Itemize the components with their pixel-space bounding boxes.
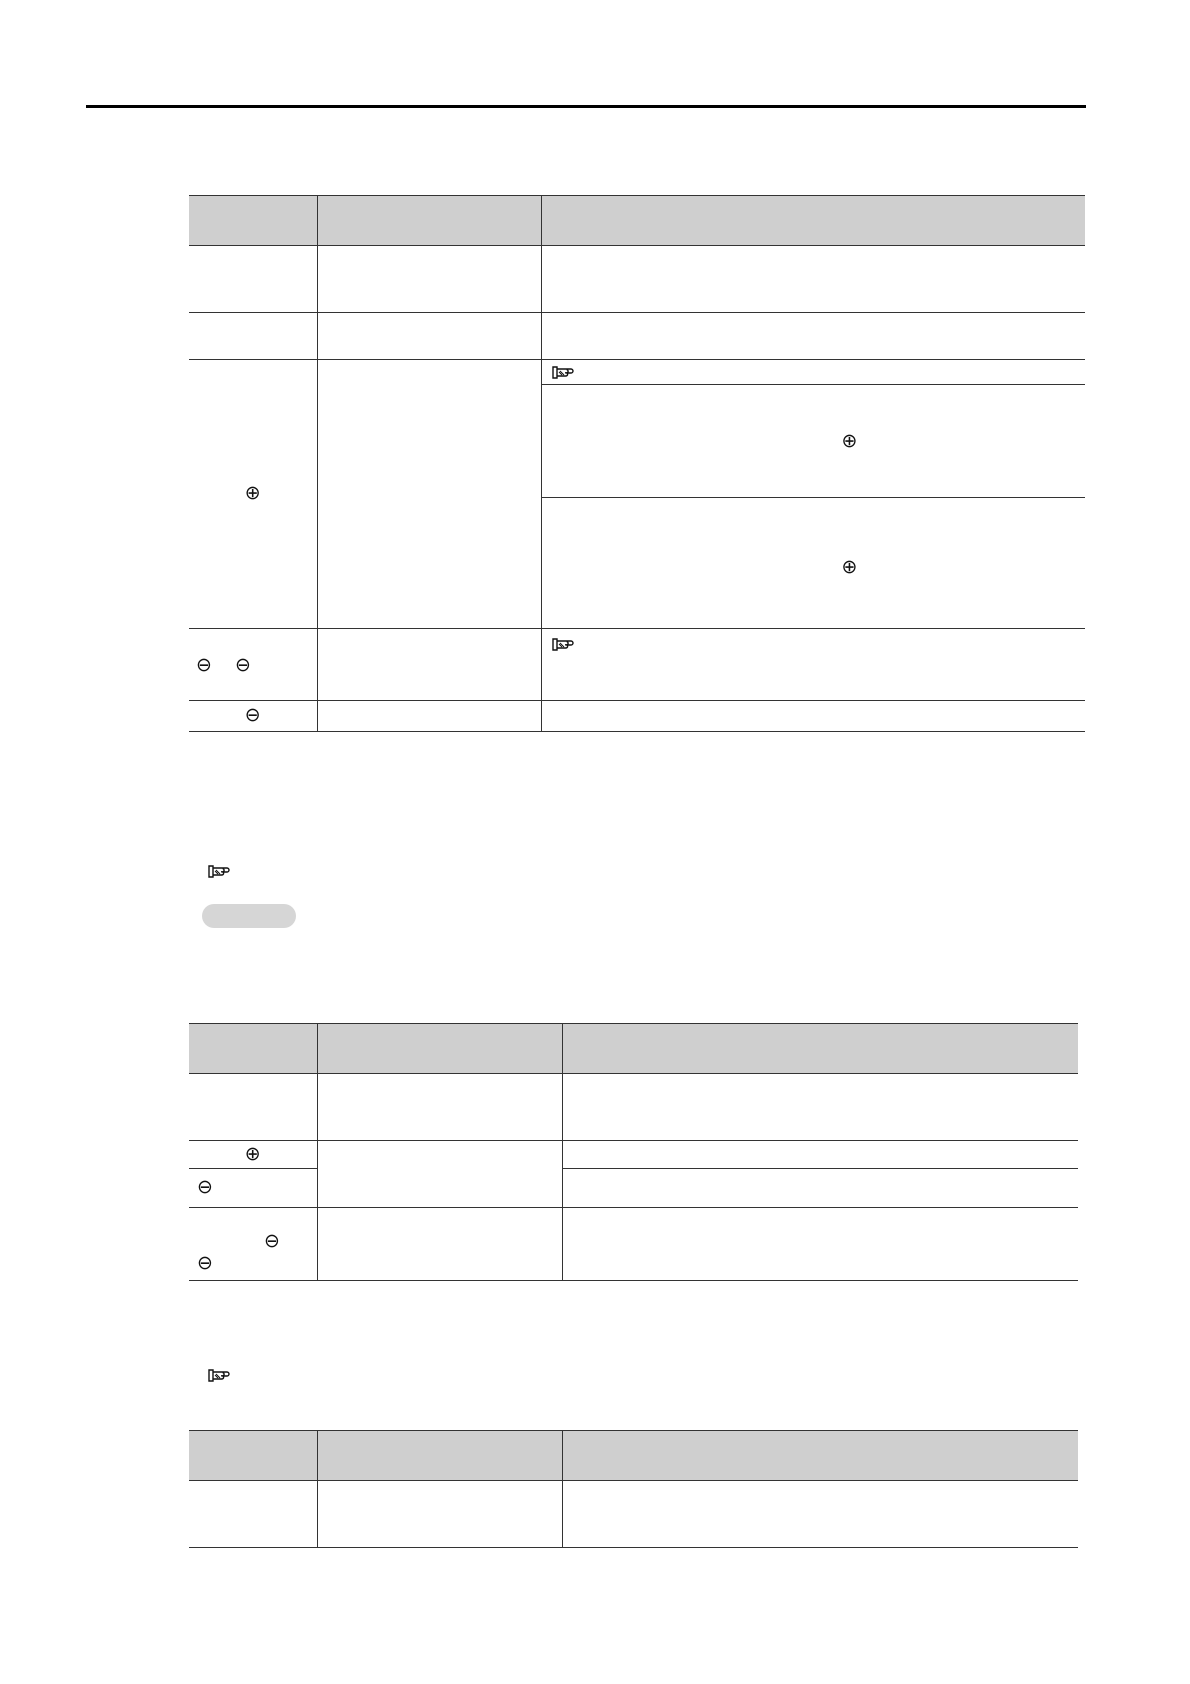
minus-circle-icon: ⊖ (244, 704, 261, 726)
minus-circle-icon: ⊖ (197, 1252, 213, 1274)
spec-table-1 (189, 195, 1085, 732)
table-row (189, 360, 1085, 385)
table1-header-col1 (189, 196, 317, 246)
pointing-hand-reference-icon (551, 363, 575, 381)
table-row (189, 246, 1085, 313)
table2-row3-symbol (189, 1169, 317, 1208)
table-row (189, 313, 1085, 360)
table1-row2-symbol (189, 313, 317, 360)
pointing-hand-reference-icon (551, 635, 575, 653)
table2-row4-symbol (189, 1208, 317, 1281)
page-header-rule (86, 105, 1086, 108)
table1-row2-name (317, 313, 541, 360)
table1-row4-description (541, 629, 1085, 701)
table1-row3-symbol (189, 360, 317, 629)
table1-row5-symbol (189, 701, 317, 732)
table3-row1-symbol (189, 1481, 317, 1548)
plus-circle-icon: ⊕ (841, 430, 858, 452)
plus-circle-icon: ⊕ (244, 1142, 261, 1165)
plus-circle-icon: ⊕ (244, 482, 261, 504)
table-row (189, 1141, 1078, 1169)
spec-table-3 (189, 1430, 1078, 1548)
table1-header-col3 (541, 196, 1085, 246)
table2-row4-description (562, 1208, 1078, 1281)
table3-header-col3 (562, 1431, 1078, 1481)
table3-header-col1 (189, 1431, 317, 1481)
table3-row1-name (317, 1481, 562, 1548)
minus-circle-icon: ⊖ (264, 1230, 280, 1252)
table2-row1-name (317, 1074, 562, 1141)
table2-row4-name (317, 1208, 562, 1281)
table1-row4-symbol (189, 629, 317, 701)
table-row (189, 701, 1085, 732)
table1-row4-name (317, 629, 541, 701)
table1-row5-name (317, 701, 541, 732)
information-label-pill (202, 904, 296, 928)
table1-row5-description (541, 701, 1085, 732)
table3-header-col2 (317, 1431, 562, 1481)
pointing-hand-reference-icon (207, 1366, 231, 1384)
table2-header-col3 (562, 1024, 1078, 1074)
spec-table-2 (189, 1023, 1078, 1281)
table1-header-col2 (317, 196, 541, 246)
table-row (189, 629, 1085, 701)
table1-row3-name (317, 360, 541, 629)
table2-row1-description (562, 1074, 1078, 1141)
table2-row2-description (562, 1141, 1078, 1169)
table-row (189, 1481, 1078, 1548)
table1-row1-symbol (189, 246, 317, 313)
table2-row2-name (317, 1141, 562, 1208)
table2-row3-description (562, 1169, 1078, 1208)
table3-row1-description (562, 1481, 1078, 1548)
table1-row3-sub-c (541, 498, 1085, 629)
table1-row2-description (541, 313, 1085, 360)
table2-row1-symbol (189, 1074, 317, 1141)
minus-circle-icon: ⊖ (197, 1176, 213, 1198)
minus-circle-icon: ⊖ (196, 654, 212, 676)
minus-circle-icon: ⊖ (235, 654, 251, 676)
table-row (189, 1208, 1078, 1281)
table1-row3-ref (541, 360, 1085, 385)
table-row (189, 1074, 1078, 1141)
table1-row1-description (541, 246, 1085, 313)
pointing-hand-reference-icon (207, 862, 231, 880)
table1-row1-name (317, 246, 541, 313)
table2-header-col2 (317, 1024, 562, 1074)
table1-row3-sub-b (541, 385, 1085, 498)
table2-row2-symbol (189, 1141, 317, 1169)
table2-header-col1 (189, 1024, 317, 1074)
plus-circle-icon: ⊕ (841, 556, 858, 578)
